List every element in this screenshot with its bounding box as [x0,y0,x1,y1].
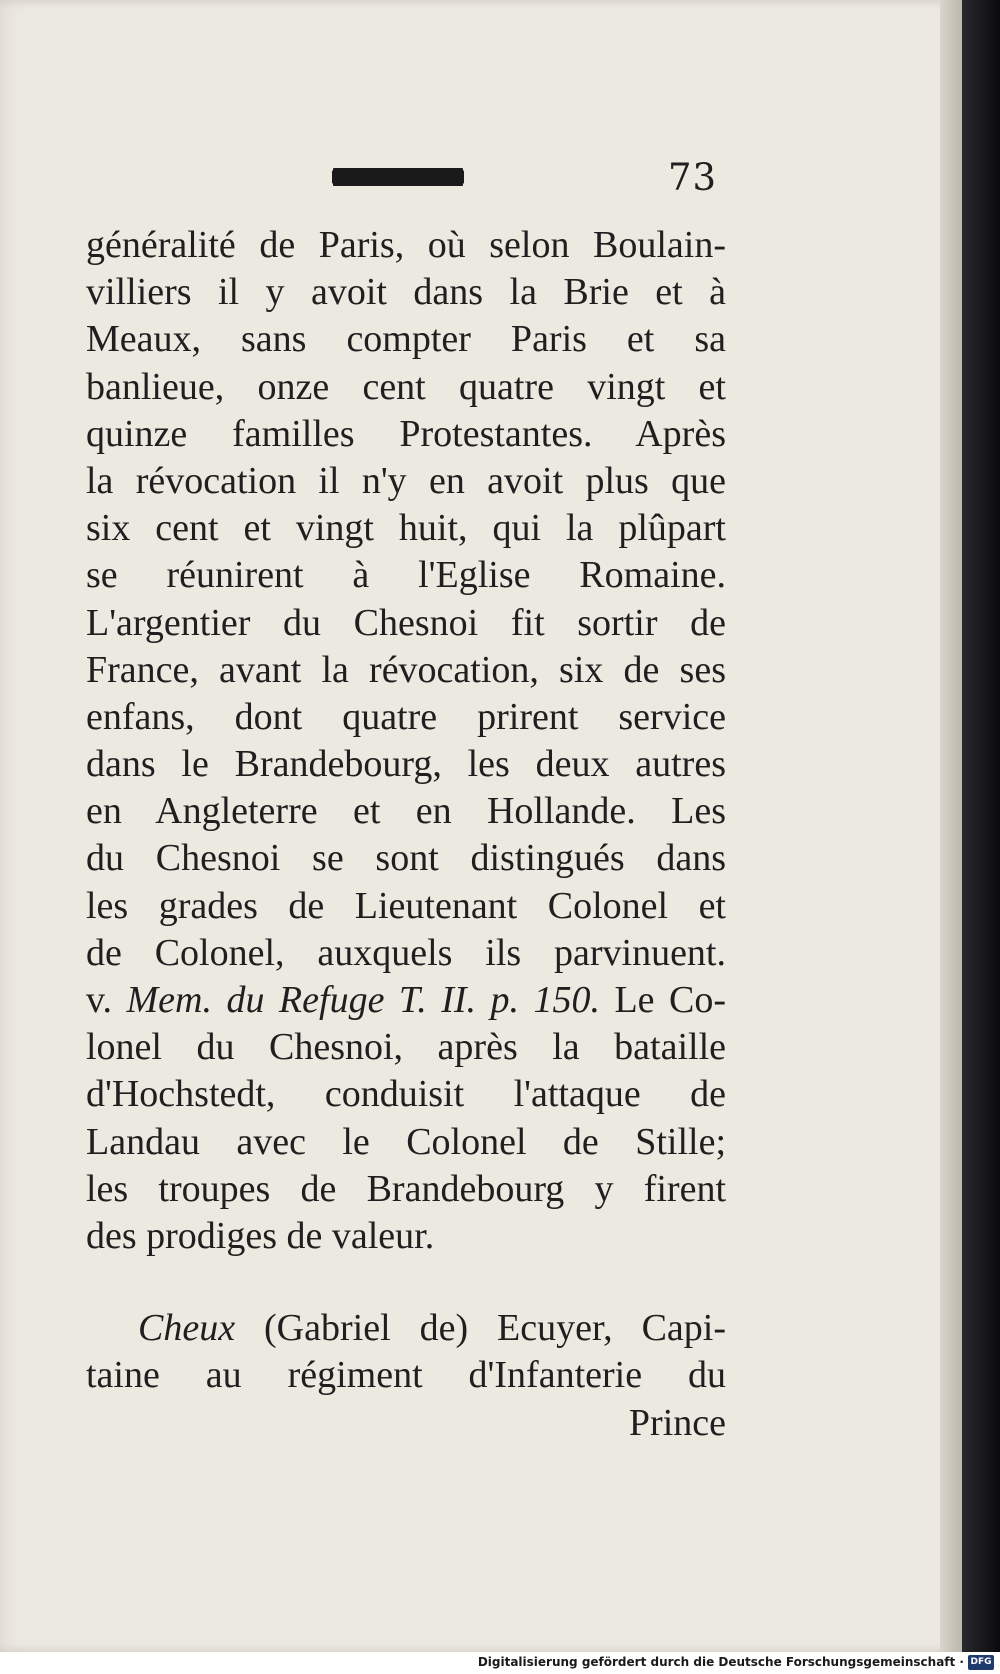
dfg-logo-icon: DFG [968,1655,994,1670]
footer-bar [0,1652,1000,1674]
body-line: les troupes de Brandebourg y firent [86,1167,726,1210]
body-line: du Chesnoi se sont distingués dans [86,837,726,880]
body-line: se réunirent à l'Eglise Romaine. [86,554,726,597]
body-line: quinze familles Protestantes. Après [86,412,726,455]
body-line: en Angleterre et en Hollande. Les [86,790,726,833]
header-ornament [332,170,464,184]
body-line: France, avant la révocation, six de ses [86,648,726,691]
body-line: L'argentier du Chesnoi fit sortir de [86,601,726,644]
body-line: dans le Brandebourg, les deux autres [86,743,726,786]
body-line: villiers il y avoit dans la Brie et à [86,271,726,314]
reference-citation: Mem. du Refuge T. II. p. 150. [126,979,600,1021]
body-line: la révocation il n'y en avoit plus que [86,459,726,502]
body-line: banlieue, onze cent quatre vingt et [86,365,726,408]
entry-first-line [86,1305,726,1352]
catchword: Prince [628,1401,726,1444]
reference-prefix: v. [86,979,127,1021]
body-text [86,222,726,1447]
body-line: six cent et vingt huit, qui la plûpart [86,507,726,550]
reference-line [86,977,726,1024]
body-line: des prodiges de valeur. [86,1214,435,1257]
entry-second-line: taine au régiment d'Infanterie du [86,1354,726,1397]
scanner-background [962,0,1000,1652]
body-line: de Colonel, auxquels ils parvinuent. [86,931,726,974]
paragraph-gap [86,1260,726,1305]
entry-name: Cheux [138,1307,236,1350]
entry-first-line-text: (Gabriel de) Ecuyer, Capi- [235,1307,726,1350]
body-line: Meaux, sans compter Paris et sa [86,318,726,361]
body-line: généralité de Paris, où selon Boulain- [86,224,726,266]
body-line: Landau avec le Colonel de Stille; [86,1120,726,1163]
body-line: d'Hochstedt, conduisit l'attaque de [86,1073,726,1116]
body-line: les grades de Lieutenant Colonel et [86,884,726,927]
page-edge [940,0,962,1652]
body-line: enfans, dont quatre prirent service [86,695,726,738]
page-number: 73 [668,156,718,199]
body-line: lonel du Chesnoi, après la bataille [86,1026,726,1069]
footer-credit: Digitalisierung gefördert durch die Deutsche Forschungsgemeinschaft · [477,1655,964,1669]
reference-suffix: Le Co- [599,979,726,1021]
